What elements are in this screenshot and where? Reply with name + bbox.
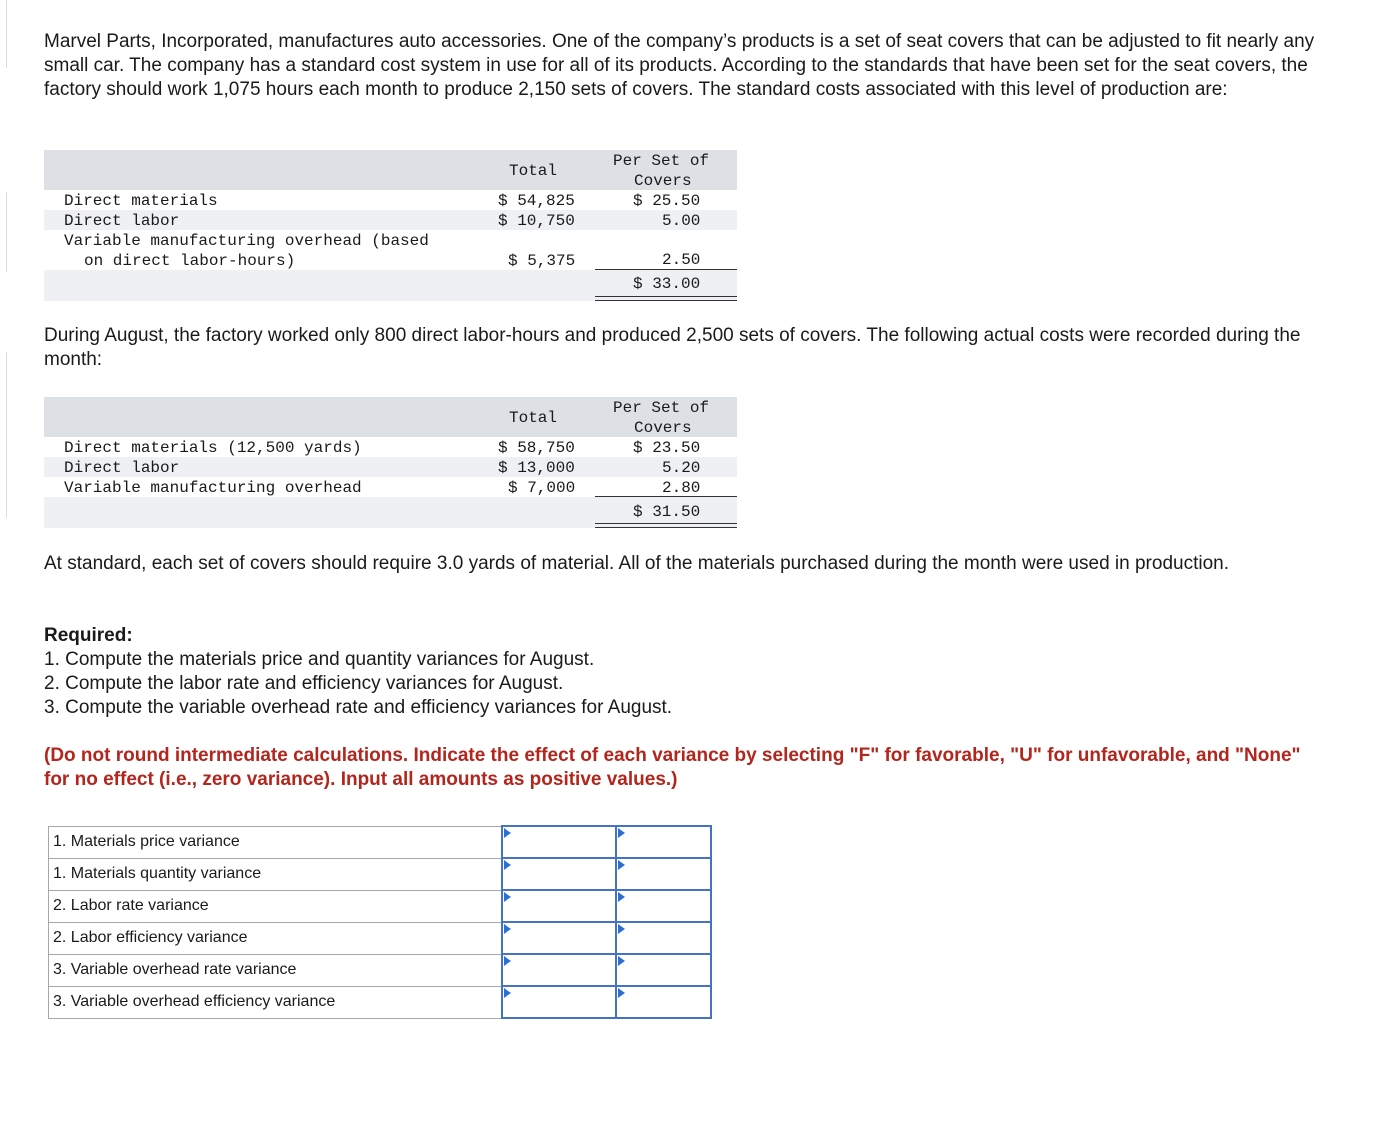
row-per-set: 2.50 xyxy=(662,251,701,269)
sum-per-set: $ 31.50 xyxy=(633,503,701,521)
left-edge-marker xyxy=(0,192,7,272)
row-total: $ 58,750 xyxy=(498,439,575,457)
answer-row-label: 2. Labor rate variance xyxy=(49,890,503,922)
effect-select-cell[interactable] xyxy=(616,826,711,858)
answer-row-label: 3. Variable overhead efficiency variance xyxy=(49,986,503,1018)
required-item: 3. Compute the variable overhead rate and efficiency variances for August. xyxy=(44,697,673,718)
col-per-set-header: Per Set of xyxy=(613,399,710,417)
col-total-header: Total xyxy=(509,162,558,180)
row-label: Direct materials xyxy=(64,192,218,210)
dropdown-marker-icon xyxy=(504,924,511,934)
dropdown-marker-icon xyxy=(504,892,511,902)
answer-row-label: 1. Materials quantity variance xyxy=(49,858,503,890)
answer-row xyxy=(49,890,712,922)
answer-row xyxy=(49,954,712,986)
subtotal-rule xyxy=(595,269,737,270)
answer-row xyxy=(49,986,712,1018)
row-label: Variable manufacturing overhead (based xyxy=(64,232,429,250)
dropdown-marker-icon xyxy=(618,828,625,838)
row-total: $ 54,825 xyxy=(498,192,575,210)
dropdown-marker-icon xyxy=(504,988,511,998)
answer-row-label: 2. Labor efficiency variance xyxy=(49,922,503,954)
answer-row-label: 3. Variable overhead rate variance xyxy=(49,954,503,986)
amount-input[interactable] xyxy=(503,891,615,921)
row-per-set: 2.80 xyxy=(662,479,701,497)
row-label: Direct labor xyxy=(64,212,180,230)
effect-select[interactable] xyxy=(617,923,710,953)
subtotal-rule xyxy=(595,496,737,497)
required-section xyxy=(44,624,1334,720)
row-per-set: 5.00 xyxy=(662,212,701,230)
effect-select[interactable] xyxy=(617,891,710,921)
effect-select-cell[interactable] xyxy=(616,954,711,986)
row-label: on direct labor-hours) xyxy=(84,252,296,270)
effect-select[interactable] xyxy=(617,987,710,1017)
amount-input-cell[interactable] xyxy=(502,986,616,1018)
instruction-text: (Do not round intermediate calculations. Indicate the effect of each variance by selecting "F" for favorable, "U" for unfavorable, and "None" for no effect (i.e., zero variance). Input all amounts as positive values.) xyxy=(44,745,1301,790)
dropdown-marker-icon xyxy=(618,924,625,934)
required-item: 1. Compute the materials price and quantity variances for August. xyxy=(44,649,595,670)
dropdown-marker-icon xyxy=(504,828,511,838)
dropdown-marker-icon xyxy=(618,988,625,998)
effect-select-cell[interactable] xyxy=(616,922,711,954)
standard-note: At standard, each set of covers should require 3.0 yards of material. All of the materials purchased during the month were used in production. xyxy=(44,553,1229,574)
amount-input-cell[interactable] xyxy=(502,954,616,986)
standard-cost-table xyxy=(44,150,737,302)
answer-row xyxy=(49,858,712,890)
dropdown-marker-icon xyxy=(504,956,511,966)
dropdown-marker-icon xyxy=(618,956,625,966)
effect-select-cell[interactable] xyxy=(616,890,711,922)
answer-table xyxy=(48,825,712,1019)
row-label: Direct materials (12,500 yards) xyxy=(64,439,362,457)
row-total: $ 13,000 xyxy=(498,459,575,477)
col-per-set-header: Covers xyxy=(634,172,692,190)
dropdown-marker-icon xyxy=(618,860,625,870)
amount-input-cell[interactable] xyxy=(502,826,616,858)
row-total: $ 5,375 xyxy=(508,252,576,270)
answer-row xyxy=(49,826,712,858)
intro-paragraph: Marvel Parts, Incorporated, manufactures auto accessories. One of the company’s products is a set of seat covers that can be adjusted to fit nearly any small car. The company has a standard cost system in use for all of its products. According to the standards that have been set for the seat covers, the factory should work 1,075 hours each month to produce 2,150 sets of covers. The standard costs associated with this level of production are: xyxy=(44,31,1315,100)
left-edge-marker xyxy=(0,0,7,68)
amount-input-cell[interactable] xyxy=(502,890,616,922)
double-rule xyxy=(595,523,737,528)
double-rule xyxy=(595,296,737,301)
col-per-set-header: Covers xyxy=(634,419,692,437)
row-label: Variable manufacturing overhead xyxy=(64,479,362,497)
amount-input-cell[interactable] xyxy=(502,858,616,890)
amount-input-cell[interactable] xyxy=(502,922,616,954)
row-per-set: $ 25.50 xyxy=(633,192,701,210)
left-edge-marker xyxy=(0,352,7,518)
required-title: Required: xyxy=(44,625,133,646)
amount-input[interactable] xyxy=(503,987,615,1017)
effect-select-cell[interactable] xyxy=(616,986,711,1018)
effect-select-cell[interactable] xyxy=(616,858,711,890)
amount-input[interactable] xyxy=(503,955,615,985)
amount-input[interactable] xyxy=(503,859,615,889)
row-label: Direct labor xyxy=(64,459,180,477)
col-per-set-header: Per Set of xyxy=(613,152,710,170)
dropdown-marker-icon xyxy=(618,892,625,902)
answer-row xyxy=(49,922,712,954)
effect-select[interactable] xyxy=(617,955,710,985)
dropdown-marker-icon xyxy=(504,860,511,870)
sum-per-set: $ 33.00 xyxy=(633,275,701,293)
effect-select[interactable] xyxy=(617,859,710,889)
effect-select[interactable] xyxy=(617,827,710,857)
row-total: $ 10,750 xyxy=(498,212,575,230)
answer-row-label: 1. Materials price variance xyxy=(49,826,503,858)
actual-cost-table xyxy=(44,397,737,529)
required-item: 2. Compute the labor rate and efficiency variances for August. xyxy=(44,673,564,694)
row-total: $ 7,000 xyxy=(508,479,576,497)
amount-input[interactable] xyxy=(503,923,615,953)
amount-input[interactable] xyxy=(503,827,615,857)
row-per-set: 5.20 xyxy=(662,459,701,477)
col-total-header: Total xyxy=(509,409,558,427)
row-per-set: $ 23.50 xyxy=(633,439,701,457)
mid-paragraph: During August, the factory worked only 800 direct labor-hours and produced 2,500 sets of covers. The following actual costs were recorded during the month: xyxy=(44,325,1301,370)
